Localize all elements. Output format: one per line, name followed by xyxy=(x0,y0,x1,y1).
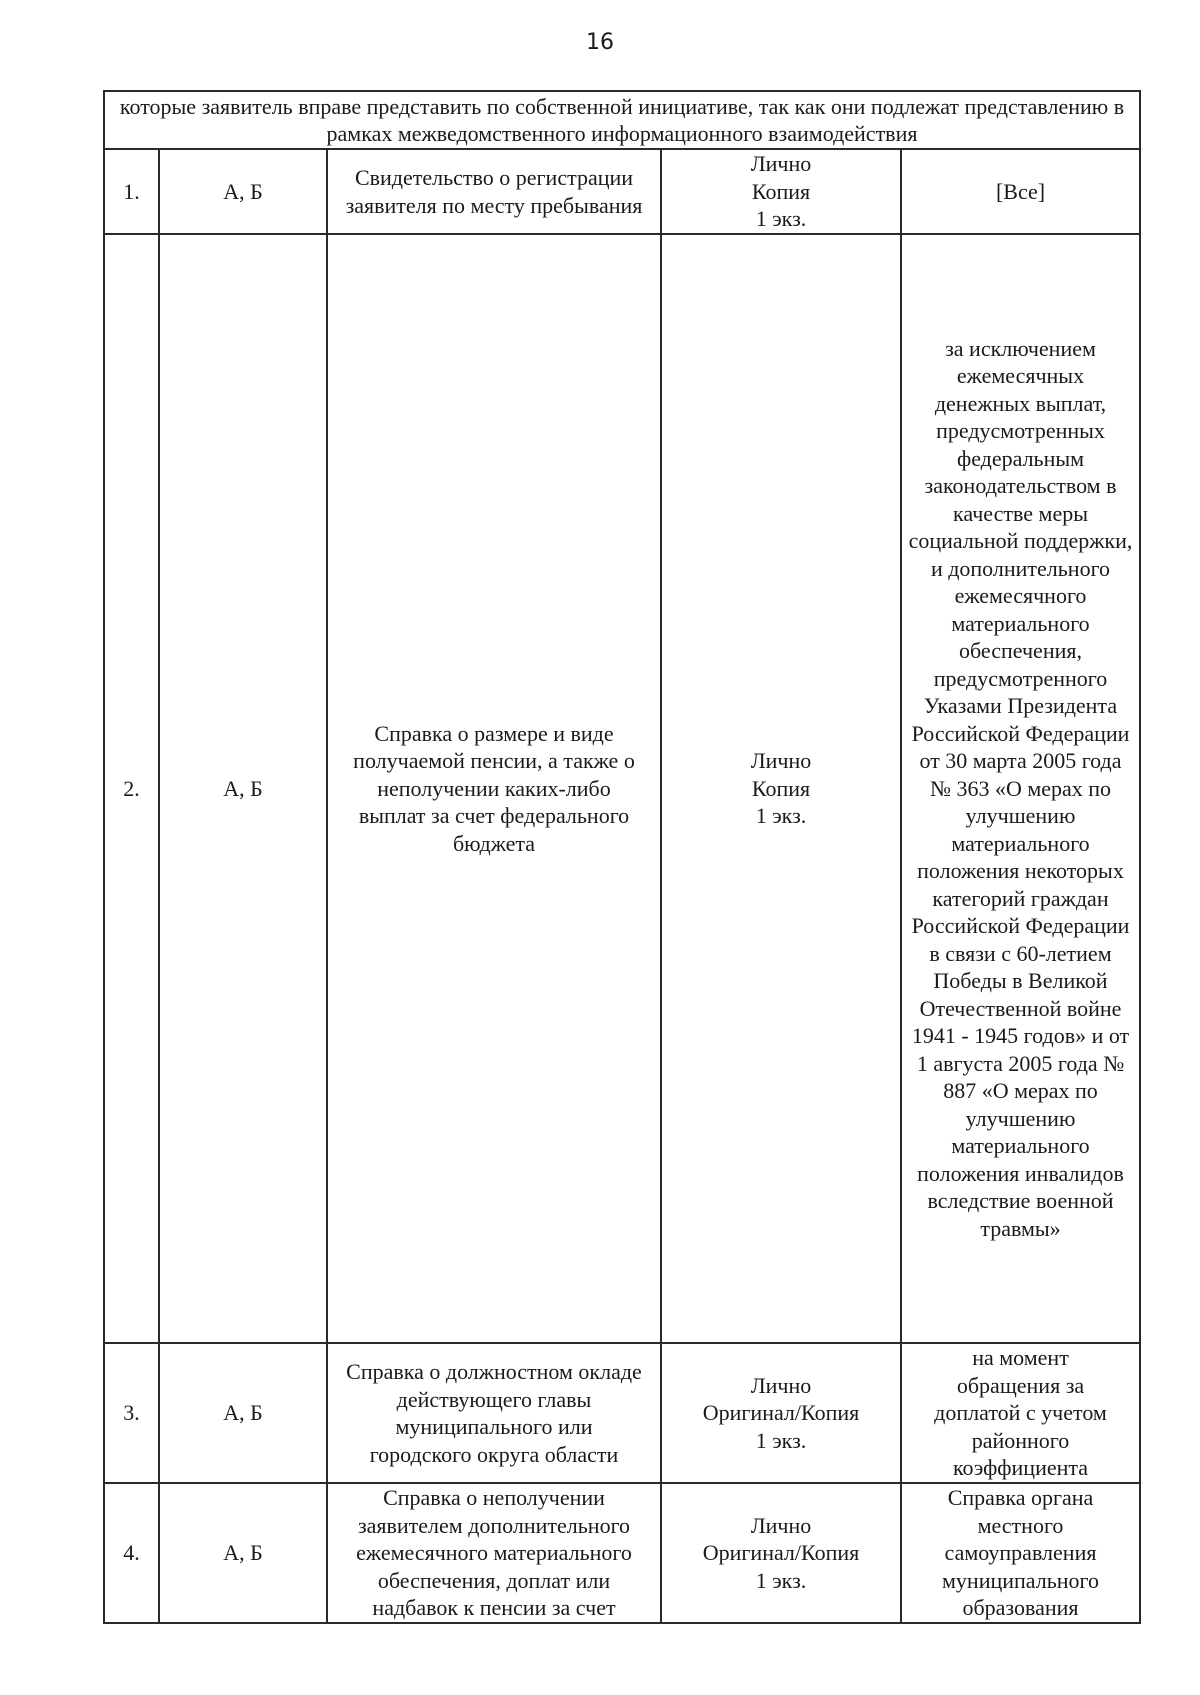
documents-table xyxy=(103,90,1141,1624)
row-document: Справка о должностном окладе действующего главы муниципального или городского округа области xyxy=(327,1343,661,1483)
row-submission xyxy=(661,1343,901,1483)
submission-count: 1 экз. xyxy=(755,1427,807,1453)
submission-type: Оригинал/Копия xyxy=(702,1400,860,1426)
table-row xyxy=(104,234,1140,1343)
row-submission xyxy=(661,149,901,234)
row-categories: А, Б xyxy=(159,149,327,234)
row-categories: А, Б xyxy=(159,234,327,1343)
table-header-row xyxy=(104,91,1140,149)
row-note: Справка органа местного самоуправления муниципального образования xyxy=(901,1483,1140,1623)
submission-count: 1 экз. xyxy=(755,206,807,232)
row-submission xyxy=(661,234,901,1343)
row-note: за исключением ежемесячных денежных выплат, предусмотренных федеральным законодательством в качестве меры социальной поддержки, и дополнительного ежемесячного материального обеспечения, предусмотренного Указами Президента Российской Федерации от 30 марта 2005 года № 363 «О мерах по улучшению материального положения некоторых категорий граждан Российской Федерации в связи с 60-летием Победы в Великой Отечественной войне 1941 - 1945 годов» и от 1 августа 2005 года № 887 «О мерах по улучшению материального положения инвалидов вследствие военной травмы» xyxy=(901,234,1140,1343)
row-number: 1. xyxy=(104,149,159,234)
submission-mode: Лично xyxy=(750,1512,812,1538)
page-number: 16 xyxy=(586,30,614,55)
row-note: [Все] xyxy=(901,149,1140,234)
submission-mode: Лично xyxy=(750,748,812,774)
submission-mode: Лично xyxy=(750,151,812,177)
row-categories: А, Б xyxy=(159,1343,327,1483)
submission-mode: Лично xyxy=(750,1372,812,1398)
row-number: 2. xyxy=(104,234,159,1343)
submission-count: 1 экз. xyxy=(755,803,807,829)
row-document: Свидетельство о регистрации заявителя по месту пребывания xyxy=(327,149,661,234)
submission-count: 1 экз. xyxy=(755,1567,807,1593)
submission-type: Копия xyxy=(751,775,811,801)
row-categories: А, Б xyxy=(159,1483,327,1623)
table-header-text: которые заявитель вправе представить по собственной инициативе, так как они подлежат представлению в рамках межведомственного информационного взаимодействия xyxy=(104,91,1140,149)
submission-type: Оригинал/Копия xyxy=(702,1540,860,1566)
submission-type: Копия xyxy=(751,178,811,204)
table-row xyxy=(104,149,1140,234)
table-row xyxy=(104,1343,1140,1483)
table-row xyxy=(104,1483,1140,1623)
row-document: Справка о размере и виде получаемой пенсии, а также о неполучении каких-либо выплат за счет федерального бюджета xyxy=(327,234,661,1343)
row-note: на момент обращения за доплатой с учетом районного коэффициента xyxy=(901,1343,1140,1483)
row-number: 4. xyxy=(104,1483,159,1623)
row-submission xyxy=(661,1483,901,1623)
row-document: Справка о неполучении заявителем дополнительного ежемесячного материального обеспечения, доплат или надбавок к пенсии за счет xyxy=(327,1483,661,1623)
row-number: 3. xyxy=(104,1343,159,1483)
